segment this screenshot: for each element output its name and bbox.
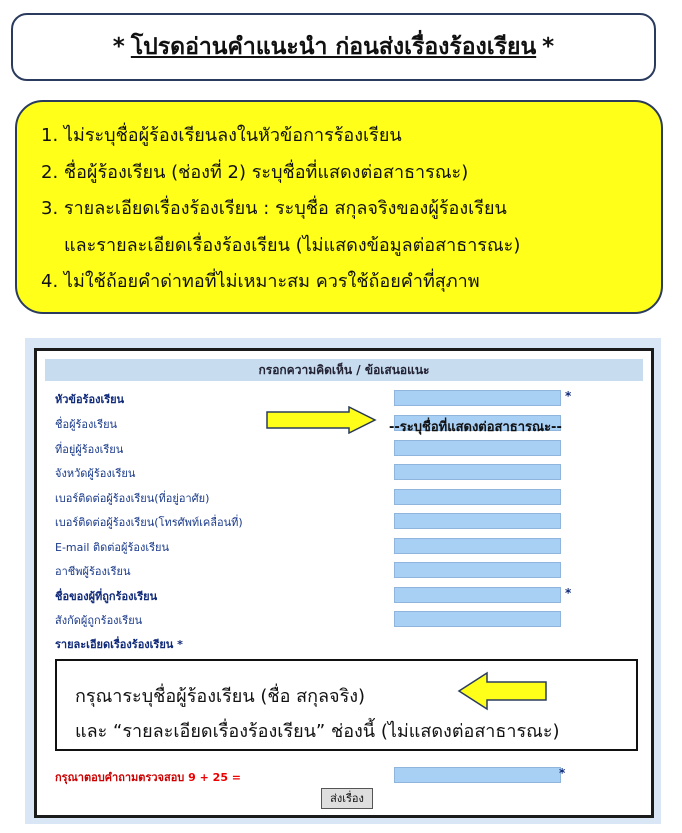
complaint-form	[34, 348, 654, 818]
captcha-row	[55, 768, 241, 786]
note-3: 3. รายละเอียดเรื่องร้องเรียน : ระบุชื่อ สกุลจริงของผู้ร้องเรียน	[41, 198, 507, 219]
field-label-accused-name: ชื่อของผู้ที่ถูกร้องเรียน	[55, 590, 158, 603]
field-label-email: E-mail ติดต่อผู้ร้องเรียน	[55, 541, 169, 554]
field-label-subject: หัวข้อร้องเรียน	[55, 393, 125, 406]
subject-input[interactable]	[394, 390, 561, 406]
detail-hint-line-1: กรุณาระบุชื่อผู้ร้องเรียน (ชื่อ สกุลจริง)	[75, 686, 366, 707]
detail-label: รายละเอียดเรื่องร้องเรียน *	[55, 638, 183, 651]
note-1: 1. ไม่ระบุชื่อผู้ร้องเรียนลงในหัวข้อการร้องเรียน	[41, 125, 402, 146]
instruction-notes	[15, 100, 663, 314]
field-label-occupation: อาชีพผู้ร้องเรียน	[55, 565, 131, 578]
field-label-mobile-phone: เบอร์ติดต่อผู้ร้องเรียน(โทรศัพท์เคลื่อนที่)	[55, 516, 243, 529]
accused-name-input[interactable]	[394, 587, 561, 603]
address-input[interactable]	[394, 440, 561, 456]
required-star-captcha: *	[559, 766, 566, 780]
title-text: โปรดอ่านคำแนะนำ ก่อนส่งเรื่องร้องเรียน	[130, 34, 537, 60]
note-3-continued: และรายละเอียดเรื่องร้องเรียน (ไม่แสดงข้อมูลต่อสาธารณะ)	[64, 234, 521, 256]
captcha-input[interactable]	[394, 767, 561, 783]
home-phone-input[interactable]	[394, 489, 561, 505]
accused-affiliation-input[interactable]	[394, 611, 561, 627]
mobile-phone-input[interactable]	[394, 513, 561, 529]
field-label-province: จังหวัดผู้ร้องเรียน	[55, 467, 136, 480]
form-header: กรอกความคิดเห็น / ข้อเสนอแนะ	[45, 359, 643, 381]
submit-button[interactable]: ส่งเรื่อง	[321, 788, 373, 809]
province-input[interactable]	[394, 464, 561, 480]
title-prefix-star: *	[112, 34, 125, 60]
captcha-label: กรุณาตอบคำถามตรวจสอบ	[55, 771, 185, 784]
field-label-name: ชื่อผู้ร้องเรียน	[55, 418, 118, 431]
required-star-accused: *	[565, 586, 572, 600]
arrow-right-icon	[265, 406, 377, 434]
captcha-question: 9 + 25 =	[188, 771, 242, 784]
occupation-input[interactable]	[394, 562, 561, 578]
note-4: 4. ไม่ใช้ถ้อยคำด่าทอที่ไม่เหมาะสม ควรใช้ถ้อยคำที่สุภาพ	[41, 271, 480, 292]
name-input-hint: --ระบุชื่อที่แสดงต่อสาธารณะ--	[389, 420, 562, 435]
instruction-title	[11, 13, 656, 81]
detail-textarea[interactable]	[55, 659, 638, 751]
email-input[interactable]	[394, 538, 561, 554]
field-label-accused-affiliation: สังกัดผู้ถูกร้องเรียน	[55, 614, 143, 627]
note-2: 2. ชื่อผู้ร้องเรียน (ช่องที่ 2) ระบุชื่อที่แสดงต่อสาธารณะ)	[41, 161, 469, 183]
title-suffix-star: *	[542, 34, 555, 60]
field-label-address: ที่อยู่ผู้ร้องเรียน	[55, 443, 124, 456]
field-label-home-phone: เบอร์ติดต่อผู้ร้องเรียน(ที่อยู่อาศัย)	[55, 492, 210, 505]
required-star-subject: *	[565, 389, 572, 403]
detail-hint-line-2: และ “รายละเอียดเรื่องร้องเรียน” ช่องนี้ (ไม่แสดงต่อสาธารณะ)	[75, 721, 560, 742]
arrow-left-icon	[457, 671, 549, 711]
